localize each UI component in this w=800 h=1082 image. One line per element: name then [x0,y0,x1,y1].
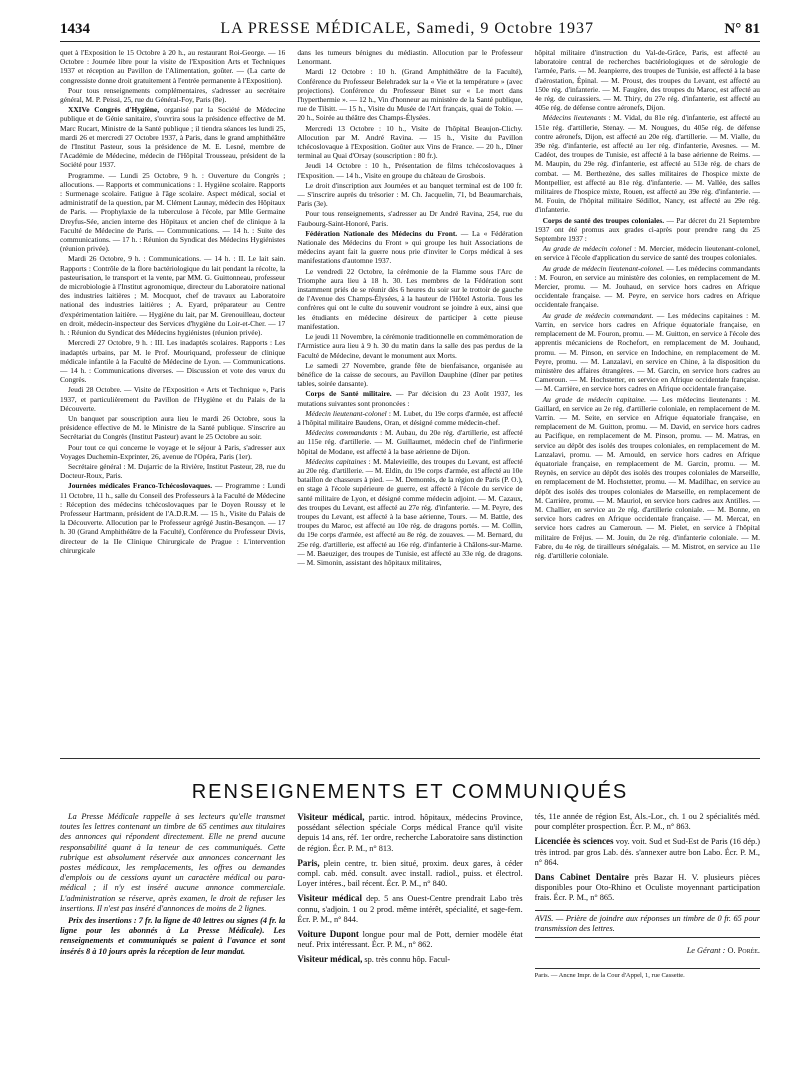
ad-item [297,893,522,925]
section-text: : M. Vidal, du 81e rég. d'infanterie, est affecté au 151e rég. d'artillerie, Stenay. — M. Nougues, du 405e rég. de défense contre aéronefs, Dijon, est affecté au 20e rég. d'artillerie. — M. Vialle, du 39e rég. d'infanterie, est affecté au 1er rég. d'infanterie, Avesnes. — M. Cadéot, des troupes de Tunisie, est affecté à la base aérienne de Reims. — M. Maupin, du 29e rég. d'infanterie, est affecté au 513e rég. de chars de combat. — M. Berthezène, des salles militaires de l'hospice mixte de Montpellier, est affecté au 81e rég. d'infanterie. — M. Vallée, des salles militaires de l'hospice mixte, Rouen, est affecté au 39e rég. d'infanterie. — M. Fouin, de l'hôpital militaire Sédillot, Nancy, est affecté au 29e rég. d'infanterie. [534,113,760,215]
paragraph: Un banquet par souscription aura lieu le mardi 26 Octobre, sous la présidence effective de M. le Ministre de la Santé publique. S'inscrire au Secrétariat du Congrès (Institut Pasteur) avant le 25 Octobre au soir. [60,413,286,442]
ad-text: plein centre, tr. bien situé, proxim. deux gares, à céder compl. cab. méd. consult. avec install. radiol., puiss. et électrol. Loyer intéres., bail récent. Écr. P. M., n° 840. [297,858,523,889]
paragraph: Secrétaire général : M. Dujarric de la Rivière, Institut Pasteur, 28, rue du Docteur-Roux, Paris. [60,461,286,481]
paragraph [60,105,285,169]
ad-text: sp. très connu hôp. Facul- [364,955,451,965]
ad-item: tés, 11e année de région Est, Als.-Lor., ch. 1 ou 2 spécialités méd. pour compléter prospection. Écr. P. M., n° 863. [534,812,760,832]
ad-text: près Bazar H. V. plusieurs pièces disponibles pour Oto-Rhino et Oculiste moyennant participation frais. Écr. P. M., n° 865. [534,873,760,903]
section-title: Fédération Nationale des Médecins du Front. [305,228,458,238]
section-text: : M. Aubau, du 20e rég. d'artillerie, est affecté au 115e rég. d'artillerie. — M. Guillaumet, médecin chef de l'infirmerie hôpital de Modane, est affecté à la base aérienne de Dijon. [297,428,523,456]
ad-text: voy. voit. Sud et Sud-Est de Paris (16 dép.) très introd. par gros Lab. dés. s'annexer autre bon Labo. Écr. P. M., n° 864. [534,837,760,867]
subheading: Médecins capitaines [305,456,367,466]
paragraph [297,409,522,427]
ads-column-2 [297,812,522,1074]
ad-heading: Dans Cabinet Dentaire [534,872,630,883]
section-text: — Les médecins lieutenants : M. Gaillard, en service au 2e rég. d'artillerie coloniale, en remplacement de M. Varrin. — M. Seite, en service en Afrique équatoriale française, en remplacement de M. Guitton, promu. — M. David, en service hors cadres au Pacifique, en remplacement de M. Pinson, promu. — M. Matras, en service au dépôt des isolés des troupes coloniales, en remplacement de M. Lanzalavi, promu. — M. Arnould, en service hors cadres en Afrique équatoriale française, en remplacement de M. Garcin, promu. — M. Reynès, en service au dépôt des isolés des troupes coloniales de Marseille, en remplacement de M. Hochstetter, promu. — M. Madilhac, en service au dépôt des isolés des troupes coloniales de Marseille, en remplacement de M. Carrière, promu. — M. Mauriol, en service hors cadres aux Antilles. — M. Challier, en service au 2e rég. d'artillerie coloniale. — M. Bonne, en service hors cadres en Afrique occidentale française. — M. Mercat, en service hors cadres au Cameroun. — M. Pielet, en service à l'hôpital militaire de Fréjus. — M. Jouin, du 2e rég. d'infanterie coloniale. — M. Fabre, du 4e rég. de tirailleurs sénégalais. — M. Mistrot, en service au 11e rég. d'artillerie coloniale. [534,394,760,560]
paragraph: Jeudi 14 Octobre : 10 h., Présentation de films tchécoslovaques à l'Exposition. — 14 h., Visite en groupe du château de Grosbois. [297,161,523,180]
column-2 [297,48,522,756]
paragraph [297,229,522,266]
manager-label: Le Gérant : [686,946,726,956]
ad-text: longue pour mal de Pott, dernier modèle état neuf. Prix intéressant. Écr. P. M., n° 862. [297,930,523,950]
ad-heading: Visiteur médical [297,893,363,904]
ad-heading: Licenciée ès sciences [534,836,614,847]
paragraph: Le vendredi 22 Octobre, la cérémonie de la Flamme sous l'Arc de Triomphe aura lieu à 18 h. 30. Les membres de la Fédération sont instamment priés de se réunir dès 6 heures du soir sur le trottoir de gauche de l'Avenue des Champs-Élysées, à la hauteur de l'Hôtel Astoria. Tous les confrères qui ont le culte du souvenir voudront se joindre à eux, ainsi que les étudiants en médecine désireux de participer à cette pieuse manifestation. [297,266,523,331]
paragraph [297,389,522,407]
paragraph [535,244,760,262]
subheading: Au grade de médecin lieutenant-colonel. [542,263,665,273]
column-1 [60,48,285,756]
subheading: Médecin lieutenant-colonel [305,408,387,418]
journal-title: LA PRESSE MÉDICALE, Samedi, 9 Octobre 1937 [220,20,594,37]
paragraph [297,428,522,456]
ad-item [297,812,522,854]
section-title: Corps de Santé militaire. [305,389,392,399]
divider [60,758,760,759]
ad-item [297,858,522,890]
paragraph: Mardi 12 Octobre : 10 h. (Grand Amphithéâtre de la Faculté), Conférence du Professeur Belehradek sur la « Vie et la température » (avec projections). Conférence du Professeur Binet sur « Le mort dans l'hyperthermie ». — 12 h., Vin d'honneur au ministère de la Santé publique, rue de Tilsitt. — 15 h., Visite du Musée de l'Art français, quai de Tokio. — 20 h., Soirée au théâtre des Champs-Élysées. [297,67,523,123]
section-text: — Les médecins commandants : M. Fouron, en service au ministère des colonies, en remplacement de M. Mercier, promu. — M. Jouhaud, en service hors cadres en Afrique occidentale française. — M. Peyre, en service hors cadres en Afrique occidentale française. [534,263,760,310]
section-text: : M. Lubet, du 19e corps d'armée, est affecté à l'hôpital militaire Baudens, Oran, et désigné comme médecin-chef. [297,408,523,427]
ad-text: dep. 5 ans Ouest-Centre prendrait Labo très connu, s'adjoin. 1 ou 2 prod. même intérêt, spécialité, et sage-fem. Écr. P. M., n° 844. [297,894,523,924]
paragraph [535,264,760,310]
section-title: Corps de santé des troupes coloniales. [542,215,665,225]
ad-item [297,929,522,950]
paragraph: Mercredi 27 Octobre, 9 h. : III. Les inadaptés scolaires. Rapports : Les inadaptés urbains, par M. le Prof. Mouriquand, professeur de clinique médicale infantile à la Faculté de Médecine de Lyon. — Communications. — 14 h. : Communications diverses. — Discussion et vote des vœux du Congrès. [60,338,286,385]
paragraph [535,113,760,214]
paragraph [60,481,285,555]
ad-text: partic. introd. hôpitaux, médecins Province, possédant sélection spéciale Corps médical France qu'il visite depuis 14 ans, réf. 1er ordre, recherche Laboratoire sans distinction de région. Écr. P. M., n° 813. [297,813,523,853]
page-header [60,14,760,42]
section-title: XXIVe Congrès d'Hygiène, [68,105,160,115]
printer-line: Paris. — Ancne Impr. de la Cour d'Appel, 1, rue Cassette. [535,968,760,981]
section-text: — Par décision du 23 Août 1937, les mutations suivantes sont prononcées : [297,389,523,408]
paragraph: Pour tous renseignements, s'adresser au Dr André Ravina, 254, rue du Faubourg-Saint-Honoré, Paris. [297,209,523,228]
paragraph: Le samedi 27 Novembre, grande fête de bienfaisance, organisée au bénéfice de la caisse de secours, au Pavillon Dauphine (dîner par petites tables, soirée dansante). [297,360,523,389]
section-text: — Programme : Lundi 11 Octobre, 11 h., salle du Conseil des Professeurs à la Faculté de Médecine : Réception des médecins tchécoslovaques par le Doyen Roussy et le Professeur Hartmann, président de l'A.D.R.M. — 15 h., Visite du Palais de la Découverte. Allocution par le Professeur agrégé Justin-Besançon. — 17 h. 30 (Grand Amphithéâtre de la Faculté), Conférence du Professeur Divis, directeur de la IIe Clinique Chirurgicale de Prague : L'intervention chirurgicale [60,481,286,555]
page-number: 1434 [60,21,90,37]
section-text: : M. Malevieille, des troupes du Levant, est affecté au 20e rég. d'artillerie. — M. Eldin, du 19e corps d'armée, est affecté au 10e bataillon de chasseurs à pied. — M. Demontès, de la région de Paris (P. O.), en stage à l'école supérieure de guerre, est affecté à l'école du service de santé militaire de Lyon, et désigné comme médecin adjoint. — M. Cazaux, des troupes du Levant, est affecté au 27e rég. d'infanterie. — M. Peyre, des troupes du Levant, est affecté à la base aérienne, Tours. — M. Battle, des troupes du Maroc, est affecté au 10e rég. de dragons portés. — M. Collin, du 19e corps d'armée, est affecté au 8e rég. de zouaves. — M. Bernard, du 25e rég. d'artillerie, est affecté au 16e rég. d'infanterie à Châlons-sur-Marne. — M. Baeuziger, des troupes de Tunisie, est affecté au 33e rég. de dragons. — M. Simonin, assistant des hôpitaux militaires, [297,456,523,567]
paragraph: Pour tout ce qui concerne le voyage et le séjour à Paris, s'adresser aux Voyages Duchemin-Exprinter, 26, avenue de l'Opéra, Paris (1er). [60,442,286,461]
paragraph: quet à l'Exposition le 15 Octobre à 20 h., au restaurant Roi-George. — 16 Octobre : Journée libre pour la visite de l'Exposition Arts et Techniques 1937 et réception au Pavillon de l'Alimentation, goûter. — (La carte de congressiste donne droit gratuitement à l'entrée permanente à l'Exposition). [60,48,286,85]
classified-ads [60,812,760,1074]
ad-heading: Voiture Dupont [297,929,359,940]
paragraph: Mardi 26 Octobre, 9 h. : Communications. — 14 h. : II. Le lait sain. Rapports : Contrôle de la flore bactériologique du lait pendant la récolte, la pasteurisation, le transport et la vente, par MM. G. Guittonneau, professeur de microbiologie à l'Institut agronomique, directeur du Laboratoire national des industries laitières ; M. Mocquot, chef de travaux au Laboratoire national des industries laitières ; A. Eyard, préparateur au Centre d'expérimentation laitière. — Hygiène du lait, par M. Grenouilleau, docteur en droit, médecin-inspecteur des Services d'hygiène du Loir-et-Cher. — 17 h. : Réunion du Syndicat des Médecins hygiénistes (réunion privée). [60,254,286,338]
column-3 [535,48,760,756]
paragraph [535,216,760,244]
manager-signature [535,946,760,956]
paragraph [535,311,760,394]
paragraph [297,457,522,567]
section-text: : M. Mercier, médecin lieutenant-colonel, en service à l'école d'application du service de santé des troupes coloniales. [534,244,760,263]
ads-intro: La Presse Médicale rappelle à ses lecteurs qu'elle transmet toutes les lettres contenant un timbre de 65 centimes aux titulaires des annonces qui répondent directement. Elle ne prend aucune responsabilité quant à la teneur de ces communiqués. Cette rubrique est absolument réservée aux annonces concernant les postes médicaux, les remplacements, les offres ou demandes d'emplois ou de cessions ayant un caractère médical ou para-médical ; il n'y est inséré aucune annonce commerciale. L'administration se réserve, après examen, le droit de refuser les insertions. Il n'est pas inséré d'annonces de moins de 2 lignes. [60,812,286,913]
section-text: — Les médecins capitaines : M. Varrin, en service hors cadres en Afrique équatoriale française, en remplacement de M. Fouron, promu. — M. Guitton, en service à l'école des apprentis mécaniciens de Rochefort, en remplacement de M. Jouhaud, promu. — M. Pinson, en service en Indochine, en remplacement de M. Peyre, promu. — M. Lanzalavi, en service en Chine, à la disposition du ministère des affaires étrangères. — M. Garcin, en service hors cadres au Cameroun. — M. Hochstetter, en service en Afrique occidentale française. — M. Carrière, en service hors cadres en Afrique occidentale française. [534,310,760,394]
ad-item [535,872,760,904]
paragraph: Jeudi 28 Octobre. — Visite de l'Exposition « Arts et Technique », Paris 1937, et particulièrement du Pavillon de l'Hygiène et du Palais de la Découverte. [60,385,286,413]
subheading: Médecins commandants [305,428,378,438]
subheading: Médecins lieutenants [542,113,607,123]
ads-prices: Prix des insertions : 7 fr. la ligne de 40 lettres ou signes (4 fr. la ligne pour les abonnés à La Presse Médicale). Les renseignements et communiqués se paient à l'avance et sont insérés 8 à 10 jours après la réception de leur mandat. [60,916,286,956]
subheading: Au grade de médecin colonel [542,244,632,254]
paragraph: dans les tumeurs bénignes du médiastin. Allocution par le Professeur Lenormant. [297,48,523,67]
subheading: Au grade de médecin commandant. [542,310,654,320]
ad-item [297,954,522,965]
ads-column-1 [60,812,285,1074]
ad-heading: Visiteur médical, [297,954,363,965]
paragraph: Pour tous renseignements complémentaires, s'adresser au secrétaire général, M. P. Peissi, 25, rue du Général-Foy, Paris (8e). [60,85,286,105]
section-banner: RENSEIGNEMENTS ET COMMUNIQUÉS [191,781,629,803]
paragraph: Le droit d'inscription aux Journées et au banquet terminal est de 100 fr. — S'inscrire auprès du trésorier : M. Ch. Jacquelin, 71, bd Beaumarchais, Paris (3e). [297,180,523,209]
paragraph [535,395,760,561]
subheading: Au grade de médecin capitaine. [542,394,647,404]
section-title: Journées médicales Franco-Tchécoslovaques. [68,481,213,491]
section-text: — Par décret du 21 Septembre 1937 ont été promus aux grades ci-après pour prendre rang du 25 Septembre 1937 : [534,215,760,244]
section-text: — La « Fédération Nationale des Médecins du Front » qui groupe les huit Associations de médecins ayant fait la guerre nous prie d'inviter le Corps médical à ses manifestations d'automne 1937. [297,228,523,266]
paragraph: Le jeudi 11 Novembre, la cérémonie traditionnelle en commémoration de l'Armistice aura lieu à 9 h. 30 du matin dans la salle des pas perdus de la Faculté de Médecine, devant le monument aux Morts. [297,332,523,360]
ads-column-3 [535,812,760,1074]
manager-name: O. Porée. [727,946,760,956]
ad-heading: Paris, [297,857,320,868]
issue-number: N° 81 [724,21,760,37]
ad-item [535,836,760,868]
news-columns [60,48,760,756]
section-text: organisé par la Société de Médecine publique et de Génie sanitaire, s'ouvrira sous la présidence effective de M. Marc Rucart, Ministre de la Santé publique ; il tiendra séances les lundi 25, mardi 26 et mercredi 27 Octobre 1937, à Paris, dans le grand amphithéâtre de l'Institut Pasteur, sous la présidence de M. E. Lesné, membre de l'Académie de Médecine, médecin de l'Hôpital Trousseau, président de la Société pour 1937. [60,105,286,170]
paragraph: hôpital militaire d'instruction du Val-de-Grâce, Paris, est affecté au laboratoire central de recherches bactériologiques et de sérologie de l'armée, Paris. — M. Jeanpierre, des troupes de Tunisie, est affecté à la base d'aérostation, Épinal. — M. Proust, des troupes du Levant, est affecté au 150e rég. d'infanterie. — M. Faugère, des troupes du Maroc, est affecté au 4e rég. de cuirassiers. — M. Thiry, du 27e rég. d'infanterie, est affecté au 405e rég. de défense contre aéronefs, Dijon. [534,48,760,113]
paragraph: Mercredi 13 Octobre : 10 h., Visite de l'hôpital Beaujon-Clichy. Allocution par M. André Ravina. — 15 h., Visite du Pavillon tchécoslovaque à l'Exposition. Goûter aux Vins de France. — 20 h., Dîner terminal au Quai d'Orsay (souscription : 80 fr.). [297,123,523,161]
paragraph: Programme. — Lundi 25 Octobre, 9 h. : Ouverture du Congrès ; allocutions. — Rapports et communications : 1. Hygiène scolaire. Rapports : Surmenage scolaire. Fatigue à l'âge scolaire. Aspect médical, social et administratif de la question, par M. Clément Launay, médecin des Hôpitaux de Paris. — Prophylaxie de la tuberculose à l'école, par Mlle Germaine Dreyfus-Sée, ancien interne des Hôpitaux et ancien chef de clinique à la Faculté de Médecine de Paris. — Communications. — 14 h. : Suite des communications. — 17 h. : Réunion du Syndicat des Médecins Hygiénistes (réunion privée). [60,170,286,254]
notice-box: AVIS. — Prière de joindre aux réponses un timbre de 0 fr. 65 pour transmission des lettres. [535,910,760,938]
ad-heading: Visiteur médical, [297,812,365,822]
